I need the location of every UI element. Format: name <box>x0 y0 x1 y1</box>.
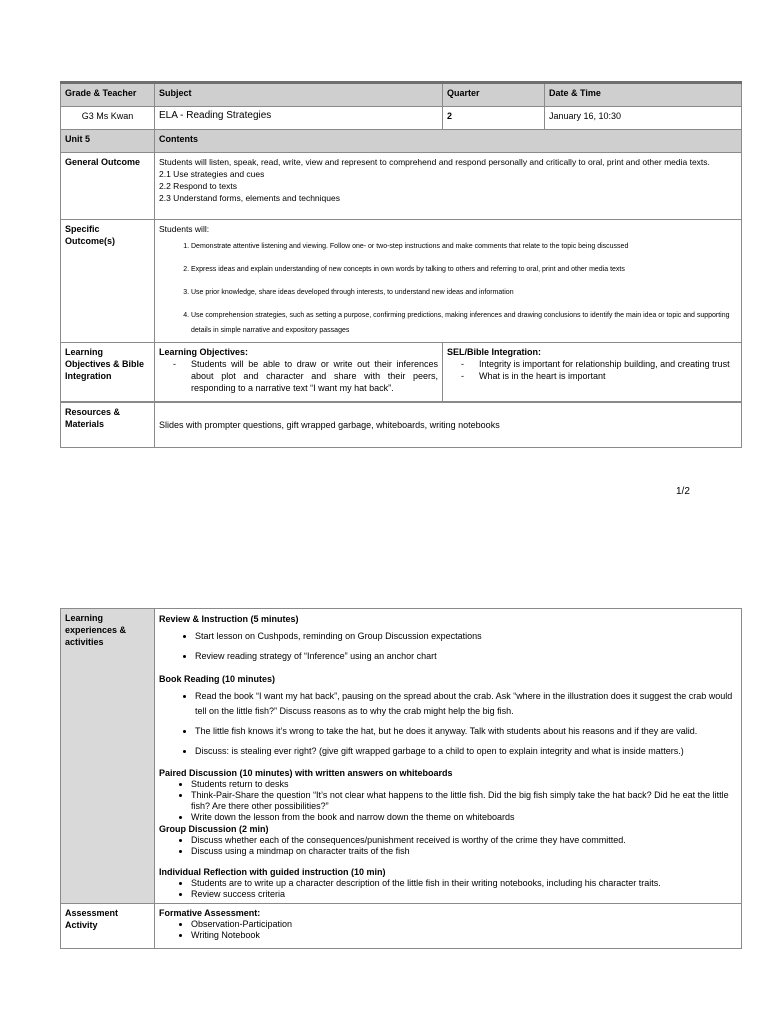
learning-experiences-cell <box>155 609 742 904</box>
lesson-plan-table-page1 <box>60 81 742 448</box>
sel-bible-title: SEL/Bible Integration: <box>447 347 542 357</box>
general-outcome-row <box>61 153 742 220</box>
learning-objectives-label: Learning Objectives & Bible Integration <box>61 343 155 403</box>
header-value-row <box>61 107 742 130</box>
book-reading-list <box>159 689 737 759</box>
contents-label: Contents <box>155 130 742 153</box>
quarter-label: Quarter <box>443 83 545 107</box>
specific-outcome-item: 4. Use comprehension strategies, such as setting a purpose, confirming predictions, making inferences and drawing conclusions to identify the main idea or topic and supporting details in simple narrative and expository passages <box>191 308 737 338</box>
specific-outcomes-cell <box>155 220 742 343</box>
specific-outcome-item: 3. Use prior knowledge, share ideas developed through interests, to understand new ideas and information <box>191 285 737 300</box>
paired-discussion-item: • Write down the lesson from the book and narrow down the theme on whiteboards <box>191 812 737 823</box>
book-reading-item: • Discuss: is stealing ever right? (give gift wrapped garbage to a child to open to explain integrity and what is inside matters.) <box>195 744 737 759</box>
review-item: • Start lesson on Cushpods, reminding on Group Discussion expectations <box>195 629 737 644</box>
group-discussion-title: Group Discussion (2 min) <box>159 824 269 834</box>
date-time-value: January 16, 10:30 <box>545 107 742 130</box>
specific-outcomes-intro: Students will: <box>159 224 210 234</box>
sel-bible-item: - Integrity is important for relationship building, and creating trust <box>469 358 737 370</box>
date-time-label: Date & Time <box>545 83 742 107</box>
general-outcome-line: 2.2 Respond to texts <box>159 181 237 191</box>
sel-bible-item: - What is in the heart is important <box>469 370 737 382</box>
review-list <box>159 629 737 664</box>
learning-objectives-cell <box>155 343 443 403</box>
specific-outcomes-row <box>61 220 742 343</box>
sel-bible-cell <box>443 343 742 403</box>
assessment-label: Assessment Activity <box>61 904 155 949</box>
paired-discussion-list <box>159 779 737 823</box>
specific-outcomes-label: Specific Outcome(s) <box>61 220 155 343</box>
learning-objective-item: - Students will be able to draw or write out their inferences about plot and character and share with their peers, responding to a narrative text “I want my hat back”. <box>181 358 438 394</box>
paired-discussion-item: • Students return to desks <box>191 779 737 790</box>
general-outcome-line: 2.1 Use strategies and cues <box>159 169 265 179</box>
learning-objectives-title: Learning Objectives: <box>159 347 249 357</box>
book-reading-title: Book Reading (10 minutes) <box>159 674 276 684</box>
general-outcome-line: Students will listen, speak, read, write, view and represent to comprehend and respond personally and critically to oral, print and other media texts. <box>159 157 710 167</box>
header-label-row <box>61 83 742 107</box>
individual-reflection-title: Individual Reflection with guided instruction (10 min) <box>159 867 386 877</box>
paired-discussion-title: Paired Discussion (10 minutes) with written answers on whiteboards <box>159 768 453 778</box>
review-title: Review & Instruction (5 minutes) <box>159 614 299 624</box>
specific-outcome-item: 1. Demonstrate attentive listening and viewing. Follow one- or two-step instructions and make comments that relate to the topic being discussed <box>191 239 737 254</box>
lesson-plan-table-page2 <box>60 608 742 949</box>
assessment-item: • Observation-Participation <box>191 919 737 930</box>
page-number: 1/2 <box>676 486 690 497</box>
unit-label: Unit 5 <box>61 130 155 153</box>
resources-text: Slides with prompter questions, gift wrapped garbage, whiteboards, writing notebooks <box>155 402 742 448</box>
general-outcome-line: 2.3 Understand forms, elements and techniques <box>159 193 340 203</box>
individual-reflection-item: • Students are to write up a character description of the little fish in their writing notebooks, including his character traits. <box>191 878 737 889</box>
group-discussion-list <box>159 835 737 857</box>
grade-teacher-label: Grade & Teacher <box>61 83 155 107</box>
group-discussion-item: • Discuss whether each of the consequences/punishment received is worthy of the crime they have committed. <box>191 835 737 846</box>
general-outcome-text <box>155 153 742 220</box>
individual-reflection-list <box>159 878 737 900</box>
specific-outcomes-list <box>159 239 737 338</box>
assessment-row <box>61 904 742 949</box>
assessment-item: • Writing Notebook <box>191 930 737 941</box>
sel-bible-list <box>447 358 737 382</box>
assessment-cell <box>155 904 742 949</box>
group-discussion-item: • Discuss using a mindmap on character traits of the fish <box>191 846 737 857</box>
grade-teacher-value: G3 Ms Kwan <box>61 107 155 130</box>
individual-reflection-item: • Review success criteria <box>191 889 737 900</box>
learning-experiences-row <box>61 609 742 904</box>
paired-discussion-item: • Think-Pair-Share the question “It’s not clear what happens to the little fish. Did the big fish simply take the hat back? Did he eat the little fish? Are there other possibilities?” <box>191 790 737 812</box>
learning-objectives-row <box>61 343 742 403</box>
learning-experiences-label: Learning experiences & activities <box>61 609 155 904</box>
unit-row <box>61 130 742 153</box>
assessment-list <box>159 919 737 941</box>
review-item: • Review reading strategy of “Inference” using an anchor chart <box>195 649 737 664</box>
learning-objectives-list <box>159 358 438 394</box>
subject-label: Subject <box>155 83 443 107</box>
resources-label: Resources & Materials <box>61 402 155 448</box>
book-reading-item: • The little fish knows it’s wrong to take the hat, but he does it anyway. Talk with students about his reasons and if they are valid. <box>195 724 737 739</box>
specific-outcome-item: 2. Express ideas and explain understanding of new concepts in own words by talking to others and referring to oral, print and other media texts <box>191 262 737 277</box>
assessment-title: Formative Assessment: <box>159 908 261 918</box>
book-reading-item: • Read the book “I want my hat back”, pausing on the spread about the crab. Ask “where in the illustration does it suggest the crab would tell on the little fish?” Discuss reasons as to why the crab might help the big fish. <box>195 689 737 719</box>
quarter-value: 2 <box>443 107 545 130</box>
resources-row <box>61 402 742 448</box>
general-outcome-label: General Outcome <box>61 153 155 220</box>
subject-value: ELA - Reading Strategies <box>155 107 443 130</box>
